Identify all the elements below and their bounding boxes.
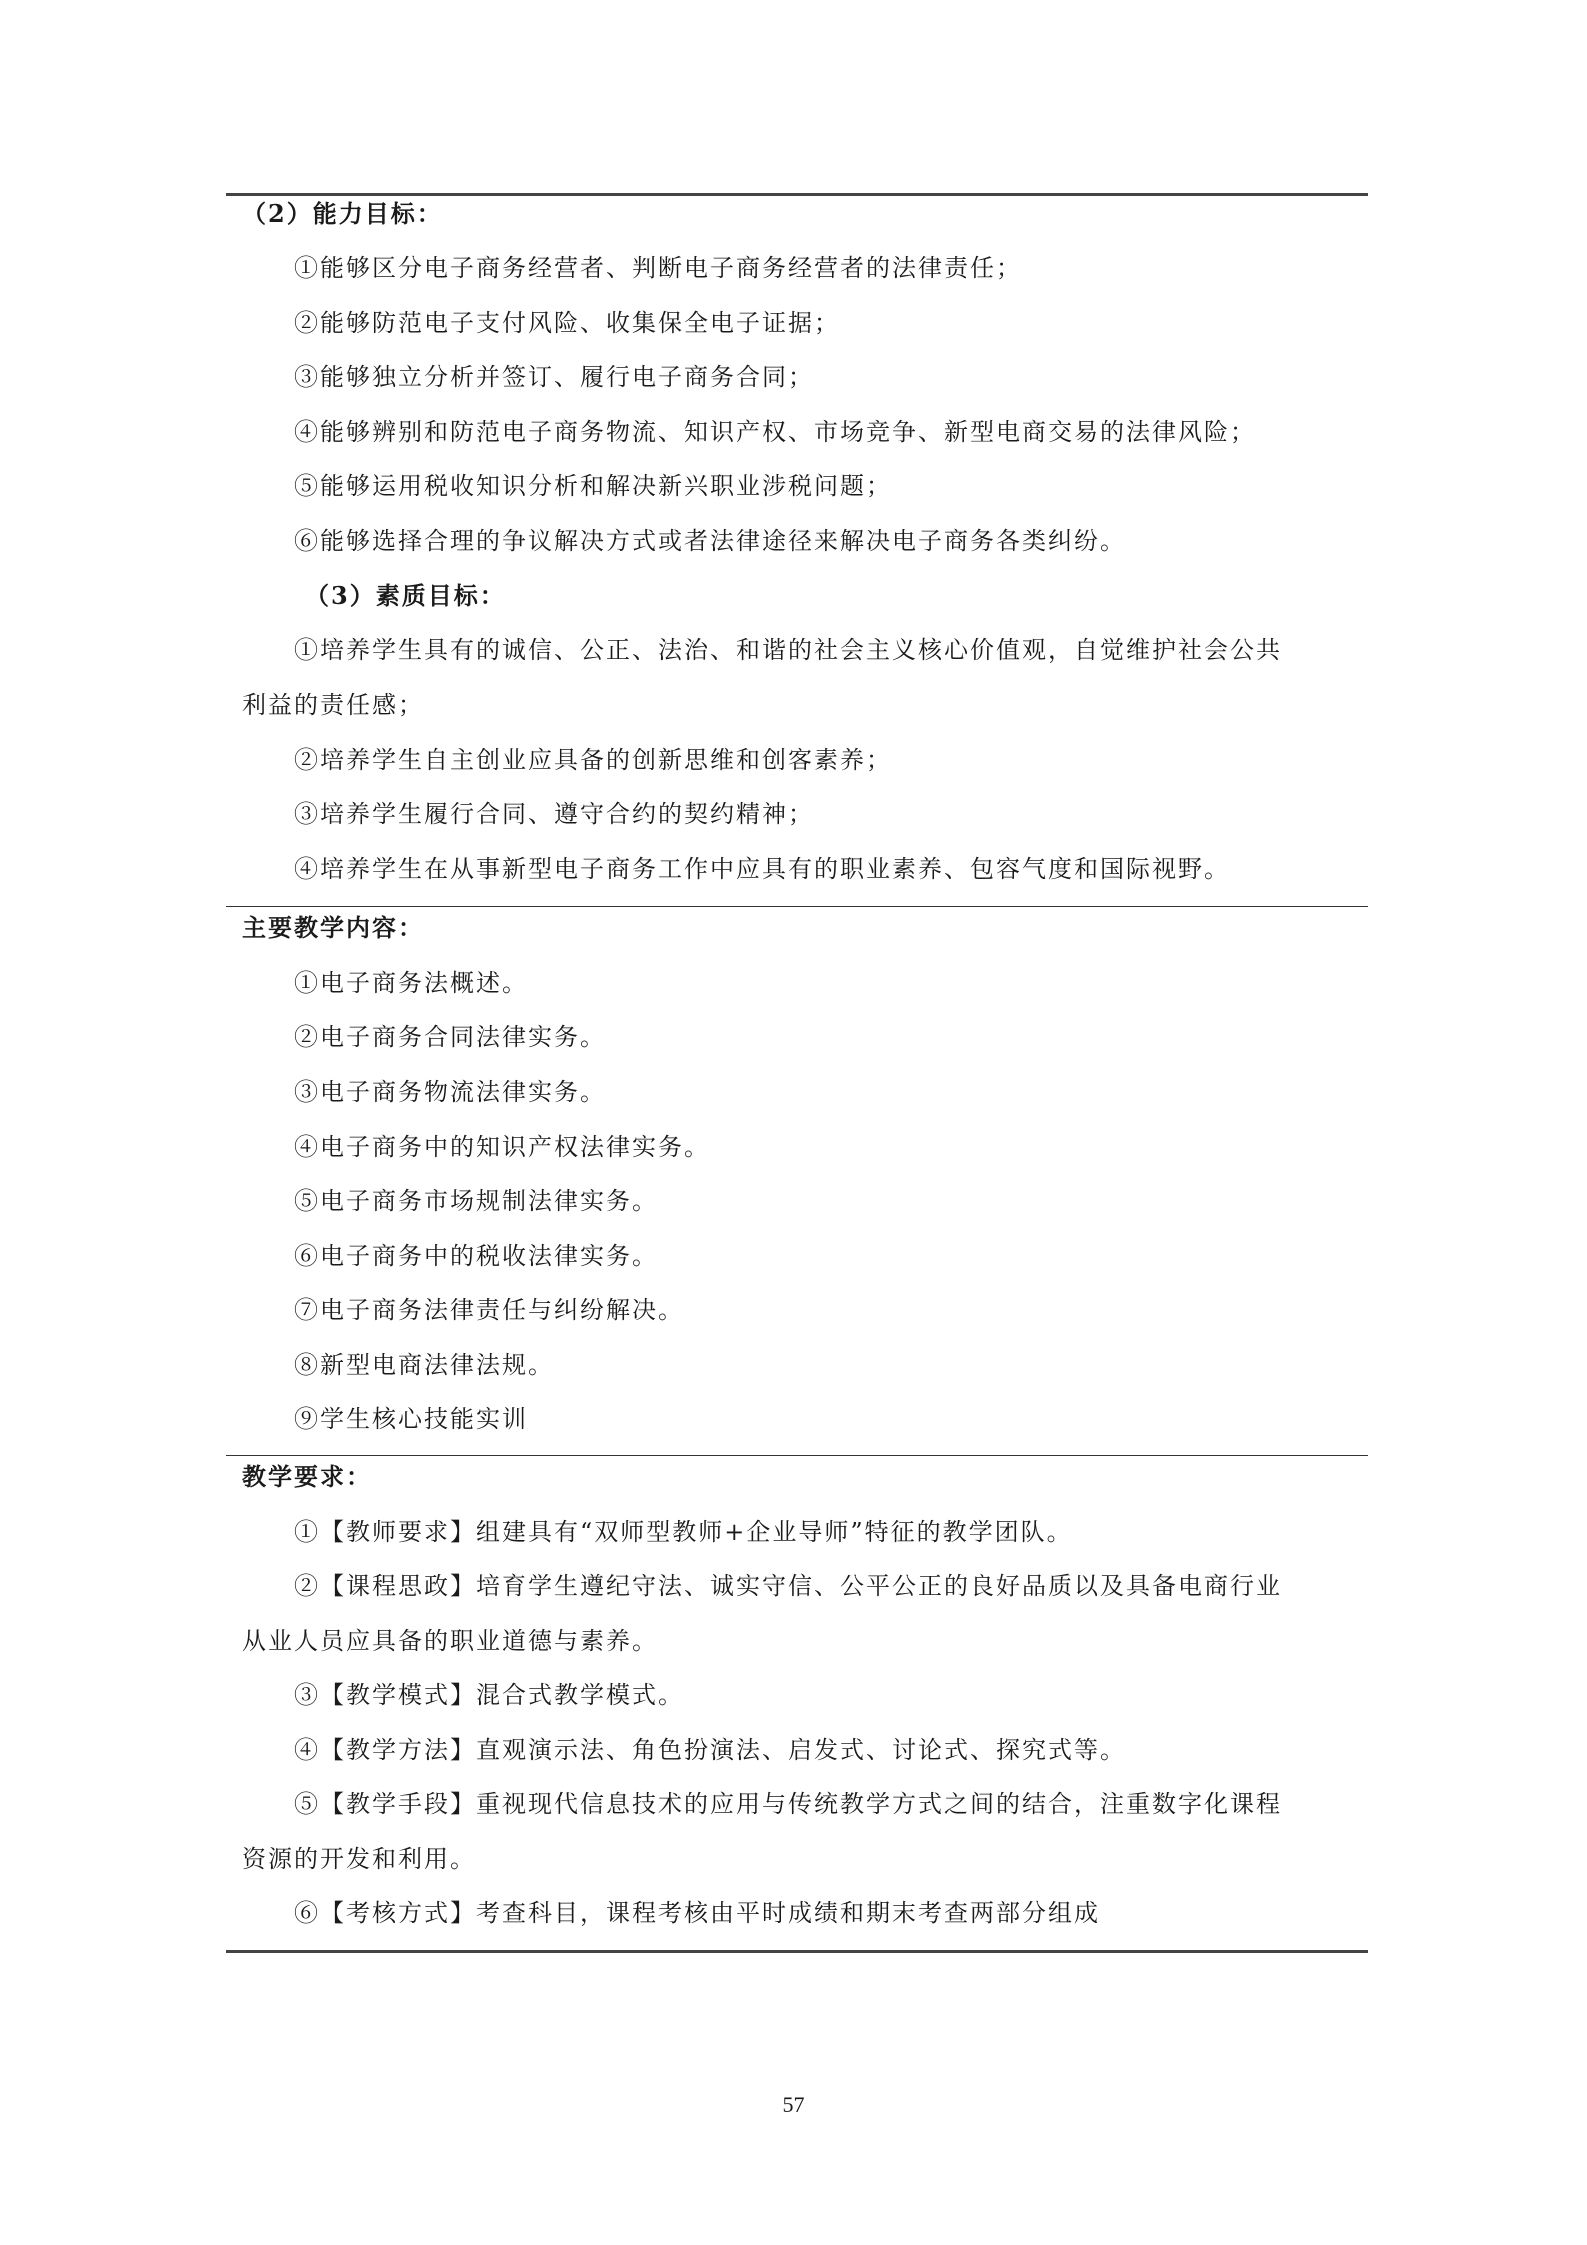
ability-item: ⑥能够选择合理的争议解决方式或者法律途径来解决电子商务各类纠纷。 xyxy=(294,527,1126,555)
ability-item: ②能够防范电子支付风险、收集保全电子证据； xyxy=(294,309,840,337)
content-item: ⑦电子商务法律责任与纠纷解决。 xyxy=(294,1296,684,1324)
ability-item: ③能够独立分析并签订、履行电子商务合同； xyxy=(294,363,814,391)
requirement-item: ④【教学方法】直观演示法、角色扮演法、启发式、讨论式、探究式等。 xyxy=(294,1736,1126,1764)
requirement-item-continuation: 资源的开发和利用。 xyxy=(242,1845,476,1873)
requirement-item: ②【课程思政】培育学生遵纪守法、诚实守信、公平公正的良好品质以及具备电商行业 xyxy=(294,1572,1282,1600)
ability-item: ④能够辨别和防范电子商务物流、知识产权、市场竞争、新型电商交易的法律风险； xyxy=(294,418,1256,446)
requirement-item: ⑥【考核方式】考查科目，课程考核由平时成绩和期末考查两部分组成 xyxy=(294,1899,1100,1927)
ability-heading: （2）能力目标： xyxy=(242,199,443,228)
ability-item: ①能够区分电子商务经营者、判断电子商务经营者的法律责任； xyxy=(294,254,1022,282)
quality-item: ①培养学生具有的诚信、公正、法治、和谐的社会主义核心价值观，自觉维护社会公共 xyxy=(294,636,1282,664)
content-heading: 主要教学内容： xyxy=(242,913,424,942)
quality-heading: （3）素质目标： xyxy=(305,581,506,610)
content-item: ⑤电子商务市场规制法律实务。 xyxy=(294,1187,658,1215)
section-divider xyxy=(226,1455,1368,1456)
quality-item: ②培养学生自主创业应具备的创新思维和创客素养； xyxy=(294,746,892,774)
page-number: 57 xyxy=(782,2092,805,2117)
content-item: ③电子商务物流法律实务。 xyxy=(294,1078,606,1106)
ability-item: ⑤能够运用税收知识分析和解决新兴职业涉税问题； xyxy=(294,472,892,500)
content-item: ⑥电子商务中的税收法律实务。 xyxy=(294,1242,658,1270)
quality-item: ③培养学生履行合同、遵守合约的契约精神； xyxy=(294,800,814,828)
requirement-item: ③【教学模式】混合式教学模式。 xyxy=(294,1681,684,1709)
requirement-item: ⑤【教学手段】重视现代信息技术的应用与传统教学方式之间的结合，注重数字化课程 xyxy=(294,1790,1282,1818)
section-divider xyxy=(226,906,1368,907)
content-item: ⑨学生核心技能实训 xyxy=(294,1405,528,1433)
requirement-item: ①【教师要求】组建具有“双师型教师+企业导师”特征的教学团队。 xyxy=(294,1518,1073,1546)
requirement-item-continuation: 从业人员应具备的职业道德与素养。 xyxy=(242,1627,658,1655)
content-item: ④电子商务中的知识产权法律实务。 xyxy=(294,1133,710,1161)
content-item: ①电子商务法概述。 xyxy=(294,969,528,997)
table-bottom-border xyxy=(226,1950,1368,1953)
requirements-heading: 教学要求： xyxy=(242,1462,372,1491)
quality-item: ④培养学生在从事新型电子商务工作中应具有的职业素养、包容气度和国际视野。 xyxy=(294,855,1230,883)
content-item: ⑧新型电商法律法规。 xyxy=(294,1351,554,1379)
quality-item-continuation: 利益的责任感； xyxy=(242,691,424,719)
content-item: ②电子商务合同法律实务。 xyxy=(294,1023,606,1051)
